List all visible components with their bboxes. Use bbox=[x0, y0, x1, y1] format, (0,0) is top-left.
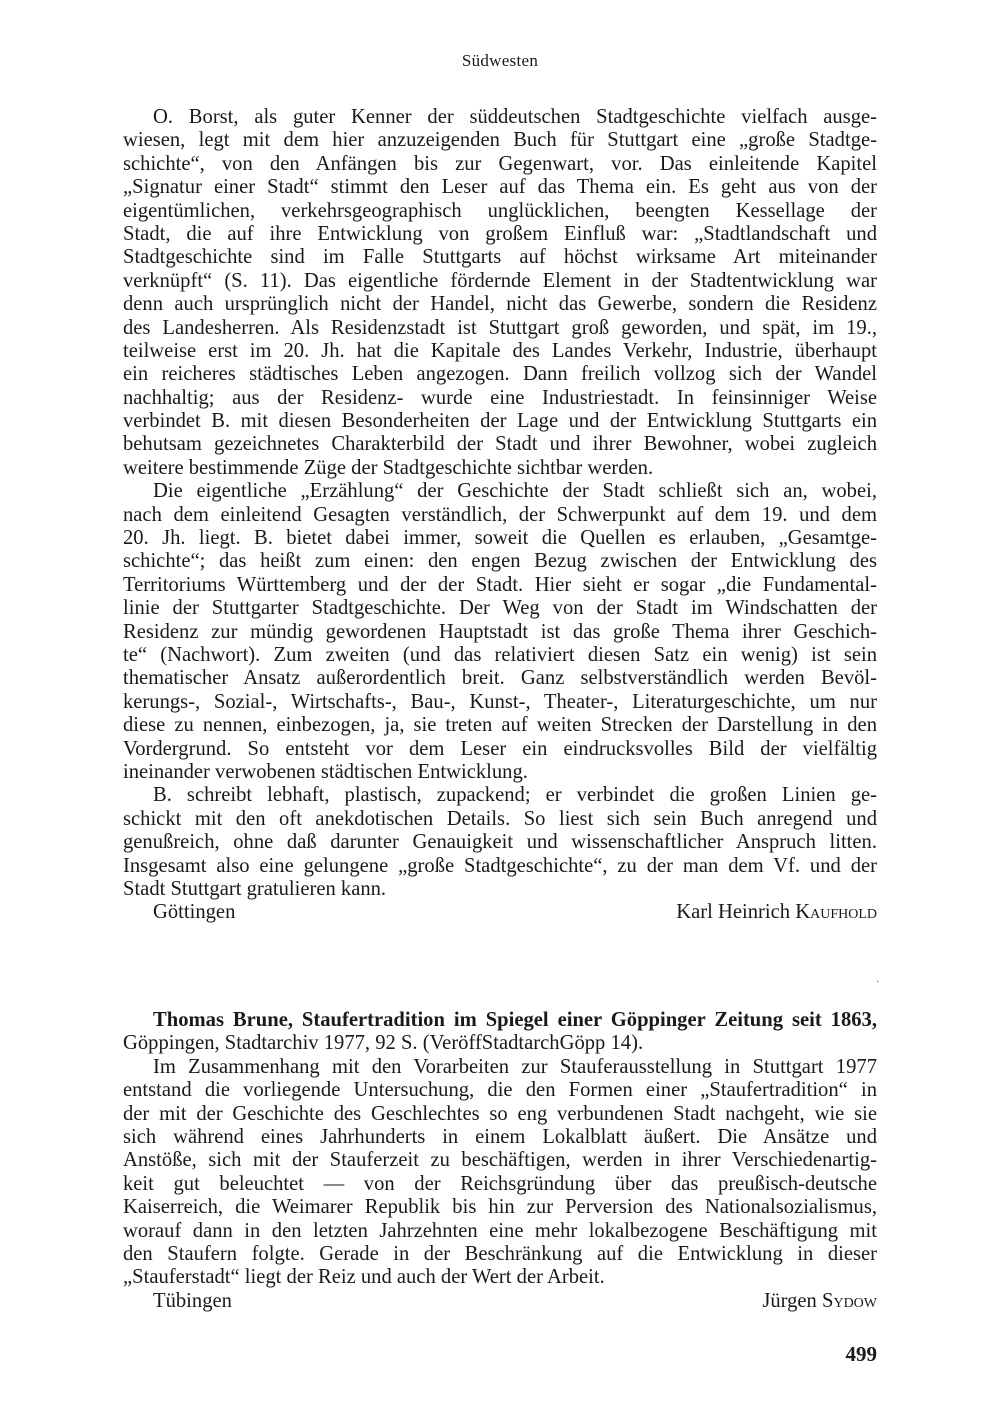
reviewer-surname: Sydow bbox=[822, 1289, 877, 1312]
text-line: Stadtgeschichte sind im Falle Stuttgarts auf höchst wirksame Art miteinander bbox=[123, 246, 877, 269]
text-line: eigentümlichen, verkehrsgeographisch unglücklichen, beengten Kessellage der bbox=[123, 199, 877, 222]
text-line: schichte“; das heißt zum einen: den engen Bezug zwischen der Entwicklung des bbox=[123, 550, 877, 573]
page-number: 499 bbox=[845, 1342, 877, 1366]
text-line: Anstöße, sich mit der Stauferzeit zu beschäftigen, werden in ihrer Verschiedenartig- bbox=[123, 1149, 877, 1172]
text-line: des Landesherren. Als Residenzstadt ist Stuttgart groß geworden, und spät, im 19., bbox=[123, 316, 877, 339]
text-line: behutsam gezeichnetes Charakterbild der Stadt und ihrer Bewohner, wobei zugleich bbox=[123, 433, 877, 456]
reviewer-place: Tübingen bbox=[153, 1289, 232, 1312]
text-line: nach dem einleitend Gesagten verständlich, der Schwerpunkt auf dem 19. und dem bbox=[123, 503, 877, 526]
review-imprint: Göppingen, Stadtarchiv 1977, 92 S. (VeröffStadtarchGöpp 14). bbox=[123, 1032, 644, 1055]
text-line: verbindet B. mit diesen Besonderheiten der Lage und der Entwicklung Stuttgarts ein bbox=[123, 410, 877, 433]
text-line: weitere bestimmende Züge der Stadtgeschichte sichtbar werden. bbox=[123, 456, 654, 479]
text-line: worauf dann in den letzten Jahrzehnten eine mehr lokalbezogene Beschäftigung mit bbox=[123, 1219, 877, 1242]
reviewer-name bbox=[676, 901, 877, 924]
reviewer-name bbox=[762, 1290, 877, 1313]
text-line: wiesen, legt mit dem hier anzuzeigenden Buch für Stuttgart eine „große Stadtge- bbox=[123, 129, 877, 152]
text-line: ineinander verwobenen städtischen Entwicklung. bbox=[123, 760, 528, 783]
text-line: teilweise erst im 20. Jh. hat die Kapitale des Landes Verkehr, Industrie, überhaupt bbox=[123, 339, 877, 362]
text-line: denn auch ursprünglich nicht der Handel, nicht das Gewerbe, sondern die Residenz bbox=[123, 293, 877, 316]
text-line: Residenz zur mündig gewordenen Hauptstadt ist das große Thema ihrer Geschich- bbox=[123, 620, 877, 643]
text-line: „Signatur einer Stadt“ stimmt den Leser auf das Thema ein. Es geht aus von der bbox=[123, 176, 877, 199]
reviewer-place: Göttingen bbox=[153, 901, 236, 924]
text-line: der mit der Geschichte des Geschlechtes so eng verbundenen Stadt nachgeht, wie sie bbox=[123, 1102, 877, 1125]
text-line: Vordergrund. So entsteht vor dem Leser ein eindrucksvolles Bild der vielfältig bbox=[123, 737, 877, 760]
text-line: Die eigentliche „Erzählung“ der Geschichte der Stadt schließt sich an, wobei, bbox=[153, 480, 877, 503]
running-head: Südwesten bbox=[461, 51, 539, 70]
text-line: 20. Jh. liegt. B. bietet dabei immer, soweit die Quellen es erlauben, „Gesamtge- bbox=[123, 527, 877, 550]
text-line: Stadt Stuttgart gratulieren kann. bbox=[123, 877, 387, 900]
text-line: „Stauferstadt“ liegt der Reiz und auch der Wert der Arbeit. bbox=[123, 1266, 605, 1289]
review-title: Thomas Brune, Staufertradition im Spiegel einer Göppinger Zeitung seit 1863, bbox=[153, 1009, 877, 1031]
text-line: entstand die vorliegende Untersuchung, die den Formen einer „Staufertradition“ in bbox=[123, 1079, 877, 1102]
reviewer-surname: Kaufhold bbox=[795, 901, 877, 924]
text-line: Im Zusammenhang mit den Vorarbeiten zur Stauferausstellung in Stuttgart 1977 bbox=[153, 1055, 877, 1078]
signature-line bbox=[123, 1290, 877, 1313]
text-line: keit gut beleuchtet — von der Reichsgründung über das preußisch-deutsche bbox=[123, 1172, 877, 1195]
text-line: te“ (Nachwort). Zum zweiten (und das relativiert diesen Satz ein wenig) ist sein bbox=[123, 643, 877, 666]
divider-mark: · bbox=[876, 977, 880, 988]
review-sydow bbox=[123, 1009, 877, 1313]
text-line: Stadt, die auf ihre Entwicklung von großem Einfluß war: „Stadtlandschaft und bbox=[123, 222, 877, 245]
text-line: B. schreibt lebhaft, plastisch, zupackend; er verbindet die großen Linien ge- bbox=[153, 784, 877, 807]
text-line: linie der Stuttgarter Stadtgeschichte. Der Weg von der Stadt im Windschatten der bbox=[123, 597, 877, 620]
text-line: Territoriums Württemberg und der der Stadt. Hier sieht er sogar „die Fundamental- bbox=[123, 573, 877, 596]
text-line: nachhaltig; aus der Residenz- wurde eine Industriestadt. In feinsinniger Weise bbox=[123, 386, 877, 409]
text-line: kerungs-, Sozial-, Wirtschafts-, Bau-, Kunst-, Theater-, Literaturgeschichte, um nur bbox=[123, 690, 877, 713]
reviewer-given-name: Karl Heinrich bbox=[676, 901, 791, 924]
text-line: O. Borst, als guter Kenner der süddeutschen Stadtgeschichte vielfach ausge- bbox=[153, 106, 877, 128]
text-line: Kaiserreich, die Weimarer Republik bis hin zur Perversion des Nationalsozialismus, bbox=[123, 1196, 877, 1219]
text-line: thematischer Ansatz außerordentlich breit. Ganz selbstverständlich werden Bevöl- bbox=[123, 667, 877, 690]
text-line: schickt mit den oft anekdotischen Details. So liest sich sein Buch anregend und bbox=[123, 807, 877, 830]
review-kaufhold bbox=[123, 106, 877, 925]
text-line: schichte“, von den Anfängen bis zur Gegenwart, vor. Das einleitende Kapitel bbox=[123, 152, 877, 175]
signature-line bbox=[123, 901, 877, 924]
text-line: den Staufern folgte. Gerade in der Beschränkung auf die Entwicklung in dieser bbox=[123, 1242, 877, 1265]
reviewer-given-name: Jürgen bbox=[762, 1289, 817, 1312]
text-line: genußreich, ohne daß darunter Genauigkeit und wissenschaftlicher Anspruch litten. bbox=[123, 831, 877, 854]
text-line: diese zu nennen, einbezogen, ja, sie treten auf weiten Strecken der Darstellung in den bbox=[123, 714, 877, 737]
text-line: verknüpft“ (S. 11). Das eigentliche fördernde Element in der Stadtentwicklung war bbox=[123, 269, 877, 292]
text-line: sich während eines Jahrhunderts in einem Lokalblatt äußert. Die Ansätze und bbox=[123, 1125, 877, 1148]
text-line: Insgesamt also eine gelungene „große Stadtgeschichte“, zu der man dem Vf. und der bbox=[123, 854, 877, 877]
text-line: ein reicheres städtisches Leben angezogen. Dann freilich vollzog sich der Wandel bbox=[123, 363, 877, 386]
